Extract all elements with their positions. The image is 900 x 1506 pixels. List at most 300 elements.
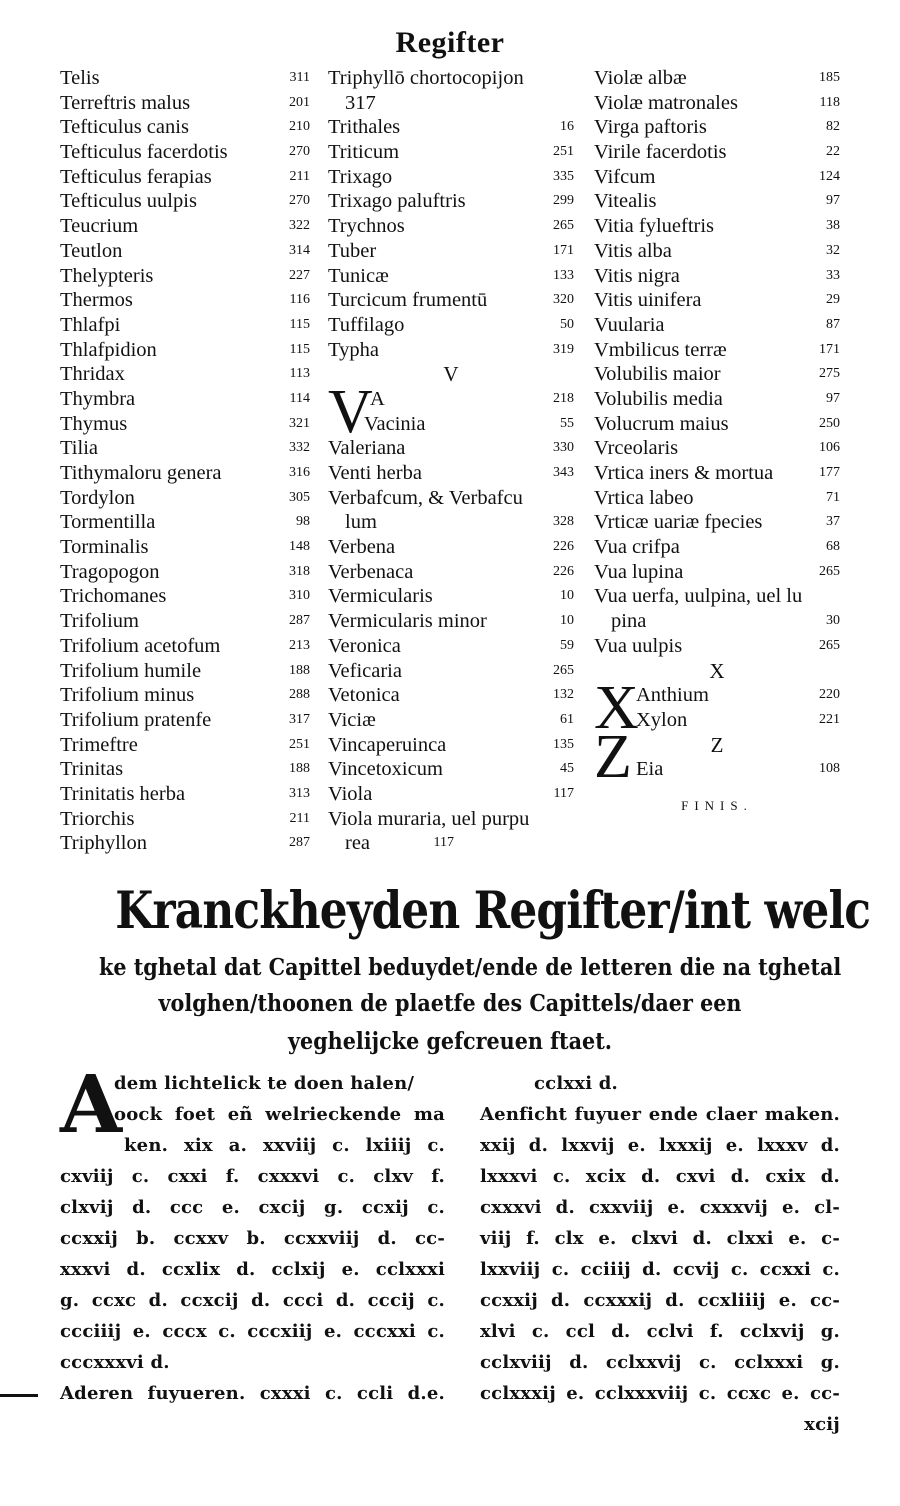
index-entry [328, 288, 574, 313]
entry-page-number: 118 [819, 94, 840, 110]
entry-name: Verbenaca [328, 560, 414, 583]
index-entry [60, 584, 310, 609]
entry-name: Trychnos [328, 215, 405, 238]
entry-name: Violæ albæ [594, 67, 687, 89]
entry-name: Trifolium [60, 610, 139, 633]
index-entry [594, 214, 840, 239]
index-entry [594, 412, 840, 437]
entry-page-number: 265 [819, 563, 840, 579]
index-text-line: ccxxij b. ccxxv b. ccxxviij d. cc- [60, 1228, 445, 1249]
entry-page-number: 98 [296, 514, 310, 530]
entry-name: Trithales [328, 116, 401, 139]
entry-name: Tuber [328, 239, 377, 262]
index-entry [60, 115, 310, 140]
entry-page-number: 115 [289, 316, 310, 332]
index-entry [60, 362, 310, 387]
entry-name: Triorchis [60, 807, 135, 830]
index-entry [328, 757, 574, 782]
entry-page-number: 10 [560, 588, 574, 604]
entry-name: Viciæ [328, 708, 376, 731]
entry-name: Tefticulus canis [60, 116, 189, 139]
index-entry [328, 412, 574, 437]
index-entry [328, 831, 574, 856]
entry-name: Trifolium pratenfe [60, 708, 212, 731]
index-entry [594, 338, 840, 363]
entry-name: Thridax [60, 363, 125, 386]
entry-page-number: 211 [289, 810, 310, 826]
entry-name: Volubilis maior [594, 363, 721, 386]
index-entry [594, 535, 840, 560]
entry-page-number: 117 [433, 835, 454, 851]
index-entry [594, 66, 840, 91]
entry-name: Vermicularis [328, 585, 433, 608]
entry-name: Tuffilago [328, 313, 405, 336]
index-entry [328, 66, 574, 91]
entry-name: Volucrum maius [594, 412, 729, 435]
entry-page-number: 287 [289, 613, 310, 629]
index-entry [594, 189, 840, 214]
index-entry [328, 659, 574, 684]
entry-page-number: 322 [289, 218, 310, 234]
entry-name: Eia [636, 758, 664, 781]
entry-name: Tithymaloru genera [60, 462, 222, 484]
entry-name: Verbafcum, & Verbafcu [328, 486, 523, 509]
entry-name: Telis [60, 67, 100, 89]
index-text-line: ccxxij d. ccxxxij d. ccxliiij e. cc- [480, 1290, 840, 1311]
index-entry [328, 189, 574, 214]
entry-name: Terreftris malus [60, 91, 191, 114]
entry-name: Tefticulus ferapias [60, 165, 212, 188]
index-entry [328, 560, 574, 585]
index-text-line: Aderen fuyueren. cxxxi c. ccli d.e. [60, 1383, 445, 1404]
index-entry [328, 436, 574, 461]
index-entry [594, 436, 840, 461]
index-entry [594, 239, 840, 264]
index-entry [60, 66, 310, 91]
entry-name: Trinitatis herba [60, 782, 186, 805]
entry-name: Vitealis [594, 190, 657, 213]
entry-name: Valeriana [328, 437, 406, 460]
entry-name: Trixago paluftris [328, 190, 466, 213]
index-text-line: Aenficht fuyuer ende claer maken. [480, 1104, 840, 1125]
entry-name: Vitia fylueftris [594, 215, 715, 238]
entry-page-number: 171 [553, 242, 574, 258]
entry-page-number: 132 [553, 687, 574, 703]
index-text-line: g. ccxc d. ccxcij d. ccci d. cccij c. [60, 1290, 445, 1311]
entry-page-number: 226 [553, 539, 574, 555]
index-entry [60, 535, 310, 560]
index-entry [328, 634, 574, 659]
entry-name: Vua uerfa, uulpina, uel lu [594, 585, 803, 608]
entry-page-number: 97 [826, 390, 840, 406]
index-entry [328, 807, 574, 832]
entry-name: Vrtica iners & mortua [594, 462, 774, 484]
entry-page-number: 97 [826, 193, 840, 209]
entry-page-number: 33 [826, 267, 840, 283]
entry-page-number: 330 [553, 440, 574, 456]
index-entry [60, 609, 310, 634]
entry-name: Volubilis media [594, 387, 723, 410]
index-entry [328, 510, 574, 535]
entry-page-number: 328 [553, 514, 574, 530]
section-subtitle-line: volghen/thoonen de plaetfe des Capittels/daer een [158, 990, 742, 1017]
entry-name: Thermos [60, 289, 133, 312]
entry-page-number: 201 [289, 94, 310, 110]
index-entry [328, 683, 574, 708]
index-entry [60, 239, 310, 264]
entry-page-number: 275 [819, 366, 840, 382]
index-entry [328, 91, 574, 116]
index-entry [60, 634, 310, 659]
entry-name: Viola [328, 782, 373, 805]
entry-name: Vmbilicus terræ [594, 338, 727, 361]
entry-name: Thelypteris [60, 264, 154, 287]
entry-page-number: 218 [553, 390, 574, 406]
entry-page-number: 310 [289, 588, 310, 604]
entry-name: Veficaria [328, 659, 402, 682]
entry-name: Teucrium [60, 215, 139, 238]
entry-page-number: 226 [553, 563, 574, 579]
index-entry [60, 560, 310, 585]
letter-heading-x: X [709, 658, 725, 683]
entry-name: Xylon [636, 708, 688, 731]
index-entry [60, 214, 310, 239]
entry-page-number: 213 [289, 637, 310, 653]
initial-block-v [328, 377, 574, 446]
index-entry [60, 189, 310, 214]
index-column-2 [328, 66, 574, 856]
index-entry [328, 313, 574, 338]
entry-page-number: 61 [560, 711, 574, 727]
entry-page-number: 316 [289, 465, 310, 480]
index-entry [328, 338, 574, 363]
index-text-line: xlvi c. ccl d. cclvi f. cclxvij g. [480, 1321, 840, 1342]
index-text-line: xcij [804, 1414, 840, 1435]
entry-page-number: 211 [289, 168, 310, 184]
entry-page-number: 59 [560, 637, 574, 653]
index-entry [60, 708, 310, 733]
index-entry [60, 782, 310, 807]
entry-name: Virile facerdotis [594, 141, 727, 164]
entry-page-number: 106 [819, 440, 840, 456]
entry-page-number: 29 [826, 292, 840, 308]
entry-page-number: 10 [560, 613, 574, 629]
index-entry [60, 387, 310, 412]
section-title: Kranckheyden Regifter/int welc [115, 881, 871, 941]
entry-page-number: 16 [560, 119, 574, 135]
entry-page-number: 68 [826, 539, 840, 555]
entry-page-number: 314 [289, 242, 310, 258]
entry-name: Thlafpidion [60, 338, 157, 361]
entry-page-number: 265 [553, 662, 574, 678]
index-entry [594, 609, 840, 634]
index-text-line: dem lichtelick te doen halen/ [114, 1073, 415, 1094]
index-entry [594, 115, 840, 140]
entry-page-number: 317 [289, 711, 310, 727]
index-entry [328, 708, 574, 733]
entry-page-number: 250 [819, 415, 840, 431]
entry-page-number: 113 [289, 366, 310, 382]
index-entry [594, 560, 840, 585]
entry-name: Vua uulpis [594, 634, 683, 657]
entry-name: Teutlon [60, 239, 123, 262]
index-text-line: clxvij d. ccc e. cxcij g. ccxij c. [60, 1197, 445, 1218]
entry-page-number: 288 [289, 687, 310, 703]
index-entry [328, 609, 574, 634]
index-text-line: lxxviij c. cciiij d. ccvij c. ccxxi c. [480, 1259, 840, 1280]
entry-page-number: 265 [819, 637, 840, 653]
entry-name: 317 [345, 91, 376, 114]
entry-name: Vrticæ uariæ fpecies [594, 511, 763, 534]
margin-mark [0, 1394, 38, 1397]
index-entry [594, 683, 840, 708]
index-entry [594, 634, 840, 659]
entry-page-number: 227 [289, 267, 310, 283]
entry-page-number: 320 [553, 292, 574, 308]
entry-name: Vitis nigra [594, 264, 680, 287]
index-entry [60, 659, 310, 684]
section-subtitle-line: ke tghetal dat Capittel beduydet/ende de letteren die na tghetal [99, 954, 842, 981]
entry-name: Vuularia [594, 313, 665, 336]
entry-name: Viola muraria, uel purpu [328, 807, 530, 830]
entry-name: Venti herba [328, 462, 422, 484]
entry-page-number: 32 [826, 242, 840, 258]
index-entry [328, 264, 574, 289]
lower-column-left [60, 1057, 445, 1409]
initial-letter-z: Z [594, 723, 632, 792]
index-entry [328, 461, 574, 486]
entry-page-number: 185 [819, 70, 840, 85]
entry-page-number: 45 [560, 761, 574, 777]
index-text-line: cccxxxvi d. [60, 1352, 170, 1373]
index-entry [60, 510, 310, 535]
index-entry [60, 412, 310, 437]
index-entry [328, 782, 574, 807]
index-entry [594, 362, 840, 387]
index-entry [60, 831, 310, 856]
entry-name: Vitis uinifera [594, 289, 702, 312]
lower-column-right [480, 1068, 840, 1440]
entry-page-number: 177 [819, 465, 840, 480]
entry-page-number: 133 [553, 267, 574, 283]
index-text-line: viij f. clx e. clxvi d. clxxi e. c- [480, 1228, 840, 1249]
entry-page-number: 311 [289, 70, 310, 85]
index-text-line: cxxxvi d. cxxviij e. cxxxvij e. cl- [480, 1197, 840, 1218]
index-entry [328, 733, 574, 758]
index-entry [328, 115, 574, 140]
entry-page-number: 343 [553, 465, 574, 480]
entry-name: pina [611, 610, 647, 633]
initial-letter-v: V [328, 377, 373, 446]
index-entry [328, 486, 574, 511]
section-subtitle-line: yeghelijcke gefcreuen ftaet. [288, 1028, 612, 1055]
entry-name: Vermicularis minor [328, 610, 487, 633]
entry-name: Vrceolaris [594, 437, 679, 460]
index-text-line: xxij d. lxxvij e. lxxxij e. lxxxv d. [480, 1135, 840, 1156]
entry-page-number: 321 [289, 415, 310, 431]
entry-name: Trixago [328, 165, 393, 188]
index-entry [594, 387, 840, 412]
entry-page-number: 335 [553, 168, 574, 184]
index-entry [60, 313, 310, 338]
entry-page-number: 55 [560, 415, 574, 431]
entry-page-number: 188 [289, 662, 310, 678]
index-entry [328, 535, 574, 560]
entry-name: Tormentilla [60, 511, 156, 534]
index-entry [60, 91, 310, 116]
entry-name: Anthium [636, 684, 709, 707]
entry-page-number: 305 [289, 489, 310, 505]
entry-name: Triphyllon [60, 832, 147, 855]
entry-page-number: 210 [289, 119, 310, 135]
entry-page-number: 82 [826, 119, 840, 135]
entry-page-number: 332 [289, 440, 310, 456]
entry-name: Tefticulus uulpis [60, 190, 197, 213]
entry-page-number: 270 [289, 193, 310, 209]
letter-heading-v: V [443, 362, 459, 387]
index-entry [328, 584, 574, 609]
index-column-3 [594, 66, 840, 820]
index-entry [594, 313, 840, 338]
entry-name: Tilia [60, 437, 98, 460]
entry-page-number: 50 [560, 316, 574, 332]
index-entry [60, 486, 310, 511]
entry-page-number: 108 [819, 761, 840, 777]
finis-mark: FINIS. [681, 797, 753, 813]
entry-name: Trinitas [60, 758, 124, 781]
entry-name: Verbena [328, 536, 396, 559]
entry-name: Thymbra [60, 387, 136, 410]
entry-page-number: 148 [289, 539, 310, 555]
entry-name: Turcicum frumentū [328, 289, 488, 312]
entry-page-number: 171 [819, 341, 840, 357]
entry-page-number: 299 [553, 193, 574, 209]
entry-name: Triphyllō chortocopijon [328, 67, 524, 89]
index-text-line: oock foet eñ welrieckende ma [114, 1104, 445, 1125]
entry-name: lum [345, 511, 377, 534]
letter-heading-z: Z [710, 732, 724, 757]
entry-page-number: 221 [819, 711, 840, 727]
index-entry [60, 807, 310, 832]
entry-name: Vua crifpa [594, 536, 680, 559]
entry-page-number: 71 [826, 489, 840, 505]
entry-name: Vacinia [364, 412, 426, 435]
entry-name: Trifolium minus [60, 684, 195, 707]
index-entry [594, 510, 840, 535]
entry-page-number: 251 [289, 736, 310, 752]
entry-name: Vifcum [594, 165, 656, 188]
entry-page-number: 115 [289, 341, 310, 357]
initial-block-z [594, 723, 840, 792]
index-column-1 [60, 66, 310, 856]
entry-page-number: 124 [819, 168, 840, 184]
entry-name: Tefticulus facerdotis [60, 141, 228, 164]
index-text-line: ken. xix a. xxviij c. lxiiij c. [124, 1135, 445, 1156]
entry-name: Vitis alba [594, 239, 672, 262]
entry-page-number: 319 [553, 341, 574, 357]
entry-page-number: 37 [826, 514, 840, 530]
entry-page-number: 270 [289, 144, 310, 160]
index-entry [594, 140, 840, 165]
index-entry [60, 683, 310, 708]
index-entry [594, 264, 840, 289]
entry-name: Thlafpi [60, 313, 121, 336]
entry-name: Vua lupina [594, 560, 684, 583]
entry-name: Trifolium acetofum [60, 634, 221, 657]
entry-name: Vetonica [328, 684, 400, 707]
index-entry [594, 288, 840, 313]
entry-page-number: 22 [826, 144, 840, 160]
entry-page-number: 116 [289, 292, 310, 308]
entry-name: A [370, 387, 385, 410]
entry-name: Trifolium humile [60, 659, 202, 682]
index-entry [594, 486, 840, 511]
entry-name: Typha [328, 338, 379, 361]
index-entry [60, 264, 310, 289]
index-entry [594, 165, 840, 190]
entry-page-number: 313 [289, 785, 310, 801]
index-entry [60, 436, 310, 461]
index-entry [60, 733, 310, 758]
index-text-line: cclxviij d. cclxxvij c. cclxxxi g. [480, 1352, 840, 1373]
index-text-line: xxxvi d. ccxlix d. cclxij e. cclxxxi [60, 1259, 445, 1280]
index-entry [328, 239, 574, 264]
entry-name: Trimeftre [60, 733, 138, 756]
entry-name: Tordylon [60, 486, 135, 509]
entry-name: rea [345, 832, 371, 855]
index-entry [328, 387, 574, 412]
entry-name: Veronica [328, 634, 401, 657]
entry-page-number: 38 [826, 218, 840, 234]
entry-page-number: 188 [289, 761, 310, 777]
index-text-line: cclxxxij e. cclxxxviij c. ccxc e. cc- [480, 1383, 840, 1404]
entry-name: Tunicæ [328, 264, 389, 287]
entry-page-number: 265 [553, 218, 574, 234]
index-entry [328, 165, 574, 190]
entry-page-number: 251 [553, 144, 574, 160]
entry-page-number: 87 [826, 316, 840, 332]
entry-page-number: 117 [553, 785, 574, 801]
index-entry [594, 584, 840, 609]
index-entry [594, 91, 840, 116]
index-entry [60, 165, 310, 190]
index-entry [60, 338, 310, 363]
index-text-line: ccciiij e. cccx c. cccxiij e. cccxxi c. [60, 1321, 445, 1342]
entry-name: Thymus [60, 412, 128, 435]
initial-letter-x: X [594, 674, 639, 743]
entry-name: Vrtica labeo [594, 486, 694, 509]
index-entry [60, 288, 310, 313]
index-entry [60, 461, 310, 486]
index-text-line: cxviij c. cxxi f. cxxxvi c. clxv f. [60, 1166, 445, 1187]
index-entry [328, 140, 574, 165]
index-entry [594, 461, 840, 486]
entry-name: Vincaperuinca [328, 733, 447, 756]
entry-name: Trichomanes [60, 585, 167, 608]
index-text-line: lxxxvi c. xcix d. cxvi d. cxix d. [480, 1166, 840, 1187]
running-head: Regifter [395, 26, 505, 59]
entry-name: Triticum [328, 141, 400, 164]
entry-name: Torminalis [60, 536, 149, 559]
index-entry [594, 757, 840, 782]
entry-name: Virga paftoris [594, 116, 707, 139]
index-text-line: cclxxi d. [534, 1073, 618, 1094]
entry-page-number: 287 [289, 835, 310, 851]
entry-page-number: 114 [289, 390, 310, 406]
entry-page-number: 220 [819, 687, 840, 703]
entry-page-number: 30 [826, 613, 840, 629]
entry-name: Tragopogon [60, 560, 160, 583]
